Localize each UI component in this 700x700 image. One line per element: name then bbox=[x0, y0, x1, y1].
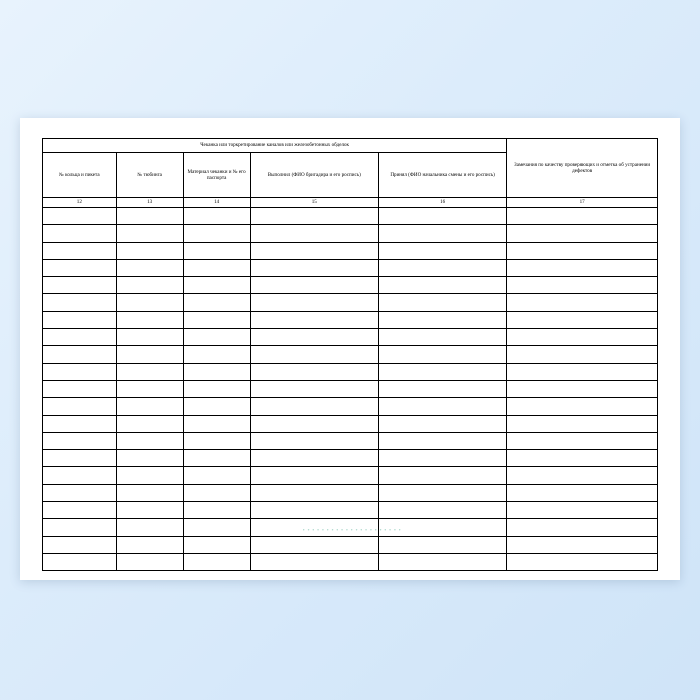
table-cell[interactable] bbox=[183, 311, 250, 328]
table-row[interactable] bbox=[43, 346, 658, 363]
table-row[interactable] bbox=[43, 208, 658, 225]
table-cell[interactable] bbox=[116, 450, 183, 467]
table-cell[interactable] bbox=[507, 208, 658, 225]
table-cell[interactable] bbox=[250, 329, 378, 346]
column-number-15: 15 bbox=[250, 198, 378, 208]
column-header-remarks: Замечания по качеству проверяющих и отметка об устранении дефектов bbox=[507, 139, 658, 198]
table-cell[interactable] bbox=[183, 432, 250, 449]
table-cell[interactable] bbox=[507, 277, 658, 294]
column-header-performed-by: Выполнил (ФИО бригадира и его роспись) bbox=[250, 153, 378, 198]
table-row[interactable] bbox=[43, 277, 658, 294]
journal-sheet bbox=[42, 138, 658, 560]
column-header-tubing: № тюбинга bbox=[116, 153, 183, 198]
table-cell[interactable] bbox=[43, 467, 117, 484]
table-cell[interactable] bbox=[116, 536, 183, 553]
table-cell[interactable] bbox=[378, 484, 506, 501]
table-row[interactable] bbox=[43, 484, 658, 501]
table-cell[interactable] bbox=[507, 259, 658, 276]
table-cell[interactable] bbox=[116, 346, 183, 363]
table-cell[interactable] bbox=[43, 484, 117, 501]
table-cell[interactable] bbox=[250, 311, 378, 328]
table-row[interactable] bbox=[43, 553, 658, 570]
table-cell[interactable] bbox=[378, 363, 506, 380]
table-row[interactable] bbox=[43, 398, 658, 415]
table-cell[interactable] bbox=[183, 363, 250, 380]
table-cell[interactable] bbox=[43, 277, 117, 294]
table-cell[interactable] bbox=[378, 398, 506, 415]
table-cell[interactable] bbox=[183, 467, 250, 484]
table-cell[interactable] bbox=[116, 467, 183, 484]
table-row[interactable] bbox=[43, 294, 658, 311]
table-cell[interactable] bbox=[250, 242, 378, 259]
table-cell[interactable] bbox=[183, 484, 250, 501]
table-cell[interactable] bbox=[507, 450, 658, 467]
table-cell[interactable] bbox=[507, 432, 658, 449]
table-row[interactable] bbox=[43, 363, 658, 380]
table-cell[interactable] bbox=[116, 398, 183, 415]
table-cell[interactable] bbox=[507, 536, 658, 553]
table-cell[interactable] bbox=[183, 208, 250, 225]
table-row[interactable] bbox=[43, 536, 658, 553]
table-cell[interactable] bbox=[378, 553, 506, 570]
table-cell[interactable] bbox=[507, 519, 658, 536]
table-cell[interactable] bbox=[378, 502, 506, 519]
table-cell[interactable] bbox=[250, 277, 378, 294]
table-cell[interactable] bbox=[378, 450, 506, 467]
column-number-13: 13 bbox=[116, 198, 183, 208]
table-cell[interactable] bbox=[43, 346, 117, 363]
table-cell[interactable] bbox=[378, 432, 506, 449]
table-cell[interactable] bbox=[250, 259, 378, 276]
table-row[interactable] bbox=[43, 259, 658, 276]
table-cell[interactable] bbox=[183, 553, 250, 570]
table-cell[interactable] bbox=[183, 242, 250, 259]
table-cell[interactable] bbox=[43, 311, 117, 328]
document-page bbox=[20, 118, 680, 580]
table-cell[interactable] bbox=[183, 398, 250, 415]
table-cell[interactable] bbox=[43, 242, 117, 259]
table-cell[interactable] bbox=[507, 294, 658, 311]
table-cell[interactable] bbox=[250, 398, 378, 415]
table-cell[interactable] bbox=[43, 294, 117, 311]
table-cell[interactable] bbox=[250, 450, 378, 467]
banner-row bbox=[43, 139, 658, 153]
table-cell[interactable] bbox=[507, 346, 658, 363]
table-cell[interactable] bbox=[250, 380, 378, 397]
table-row[interactable] bbox=[43, 225, 658, 242]
table-cell[interactable] bbox=[183, 380, 250, 397]
table-cell[interactable] bbox=[378, 208, 506, 225]
table-row[interactable] bbox=[43, 242, 658, 259]
table-cell[interactable] bbox=[250, 467, 378, 484]
column-number-row bbox=[43, 198, 658, 208]
table-cell[interactable] bbox=[183, 519, 250, 536]
table-row[interactable] bbox=[43, 450, 658, 467]
column-number-12: 12 bbox=[43, 198, 117, 208]
table-cell[interactable] bbox=[43, 553, 117, 570]
table-cell[interactable] bbox=[183, 225, 250, 242]
table-cell[interactable] bbox=[250, 432, 378, 449]
table-cell[interactable] bbox=[116, 553, 183, 570]
table-cell[interactable] bbox=[507, 398, 658, 415]
table-row[interactable] bbox=[43, 432, 658, 449]
table-cell[interactable] bbox=[507, 467, 658, 484]
table-cell[interactable] bbox=[507, 502, 658, 519]
table-cell[interactable] bbox=[507, 484, 658, 501]
table-cell[interactable] bbox=[43, 432, 117, 449]
table-row[interactable] bbox=[43, 502, 658, 519]
table-cell[interactable] bbox=[378, 536, 506, 553]
table-cell[interactable] bbox=[250, 502, 378, 519]
table-cell[interactable] bbox=[116, 225, 183, 242]
table-cell[interactable] bbox=[250, 363, 378, 380]
table-cell[interactable] bbox=[250, 346, 378, 363]
table-cell[interactable] bbox=[116, 415, 183, 432]
table-cell[interactable] bbox=[183, 259, 250, 276]
table-cell[interactable] bbox=[116, 519, 183, 536]
watermark-text: • • • • • • • • • • • • • • • • • • • • • bbox=[302, 528, 402, 534]
column-header-ring-picket: № кольца и пикета bbox=[43, 153, 117, 198]
table-cell[interactable] bbox=[183, 415, 250, 432]
table-cell[interactable] bbox=[378, 415, 506, 432]
table-cell[interactable] bbox=[116, 484, 183, 501]
column-header-material: Материал чеканки и № его паспорта bbox=[183, 153, 250, 198]
table-cell[interactable] bbox=[183, 502, 250, 519]
table-cell[interactable] bbox=[43, 225, 117, 242]
table-cell[interactable] bbox=[183, 277, 250, 294]
table-cell[interactable] bbox=[250, 519, 378, 536]
column-number-16: 16 bbox=[378, 198, 506, 208]
table-cell[interactable] bbox=[378, 311, 506, 328]
banner-title: Чеканка или торкретирование каналов или железобетонных обделок bbox=[43, 139, 507, 153]
table-cell[interactable] bbox=[116, 242, 183, 259]
empty-rows-body bbox=[43, 208, 658, 571]
table-cell[interactable] bbox=[116, 294, 183, 311]
table-cell[interactable] bbox=[43, 259, 117, 276]
column-header-accepted-by: Принял (ФИО начальника смены и его роспись) bbox=[378, 153, 506, 198]
table-cell[interactable] bbox=[250, 415, 378, 432]
table-cell[interactable] bbox=[116, 208, 183, 225]
table-row[interactable] bbox=[43, 380, 658, 397]
table-cell[interactable] bbox=[183, 346, 250, 363]
table-cell[interactable] bbox=[507, 363, 658, 380]
table-cell[interactable] bbox=[378, 259, 506, 276]
table-cell[interactable] bbox=[43, 502, 117, 519]
table-cell[interactable] bbox=[43, 329, 117, 346]
table-row[interactable] bbox=[43, 467, 658, 484]
table-cell[interactable] bbox=[250, 484, 378, 501]
journal-table bbox=[42, 138, 658, 571]
table-cell[interactable] bbox=[378, 346, 506, 363]
table-cell[interactable] bbox=[378, 277, 506, 294]
table-cell[interactable] bbox=[250, 553, 378, 570]
table-cell[interactable] bbox=[507, 329, 658, 346]
table-cell[interactable] bbox=[250, 225, 378, 242]
table-cell[interactable] bbox=[250, 294, 378, 311]
table-cell[interactable] bbox=[183, 536, 250, 553]
table-cell[interactable] bbox=[43, 363, 117, 380]
table-row[interactable] bbox=[43, 415, 658, 432]
table-cell[interactable] bbox=[43, 380, 117, 397]
table-cell[interactable] bbox=[250, 536, 378, 553]
table-row[interactable] bbox=[43, 519, 658, 536]
column-number-14: 14 bbox=[183, 198, 250, 208]
table-cell[interactable] bbox=[43, 415, 117, 432]
table-cell[interactable] bbox=[116, 277, 183, 294]
table-cell[interactable] bbox=[378, 225, 506, 242]
table-cell[interactable] bbox=[183, 329, 250, 346]
table-cell[interactable] bbox=[43, 208, 117, 225]
table-cell[interactable] bbox=[116, 259, 183, 276]
table-cell[interactable] bbox=[43, 536, 117, 553]
table-cell[interactable] bbox=[507, 225, 658, 242]
table-cell[interactable] bbox=[43, 519, 117, 536]
table-cell[interactable] bbox=[250, 208, 378, 225]
table-row[interactable] bbox=[43, 329, 658, 346]
table-cell[interactable] bbox=[116, 502, 183, 519]
table-cell[interactable] bbox=[378, 380, 506, 397]
table-cell[interactable] bbox=[378, 519, 506, 536]
table-cell[interactable] bbox=[116, 380, 183, 397]
column-number-17: 17 bbox=[507, 198, 658, 208]
table-cell[interactable] bbox=[507, 415, 658, 432]
table-row[interactable] bbox=[43, 311, 658, 328]
table-cell[interactable] bbox=[183, 450, 250, 467]
table-cell[interactable] bbox=[507, 242, 658, 259]
table-cell[interactable] bbox=[507, 380, 658, 397]
table-cell[interactable] bbox=[43, 450, 117, 467]
table-cell[interactable] bbox=[507, 553, 658, 570]
table-cell[interactable] bbox=[116, 329, 183, 346]
table-cell[interactable] bbox=[507, 311, 658, 328]
table-cell[interactable] bbox=[183, 294, 250, 311]
table-body bbox=[43, 139, 658, 208]
table-cell[interactable] bbox=[378, 294, 506, 311]
table-cell[interactable] bbox=[116, 363, 183, 380]
table-cell[interactable] bbox=[378, 329, 506, 346]
table-cell[interactable] bbox=[116, 311, 183, 328]
table-cell[interactable] bbox=[378, 467, 506, 484]
table-cell[interactable] bbox=[116, 432, 183, 449]
table-cell[interactable] bbox=[378, 242, 506, 259]
table-cell[interactable] bbox=[43, 398, 117, 415]
